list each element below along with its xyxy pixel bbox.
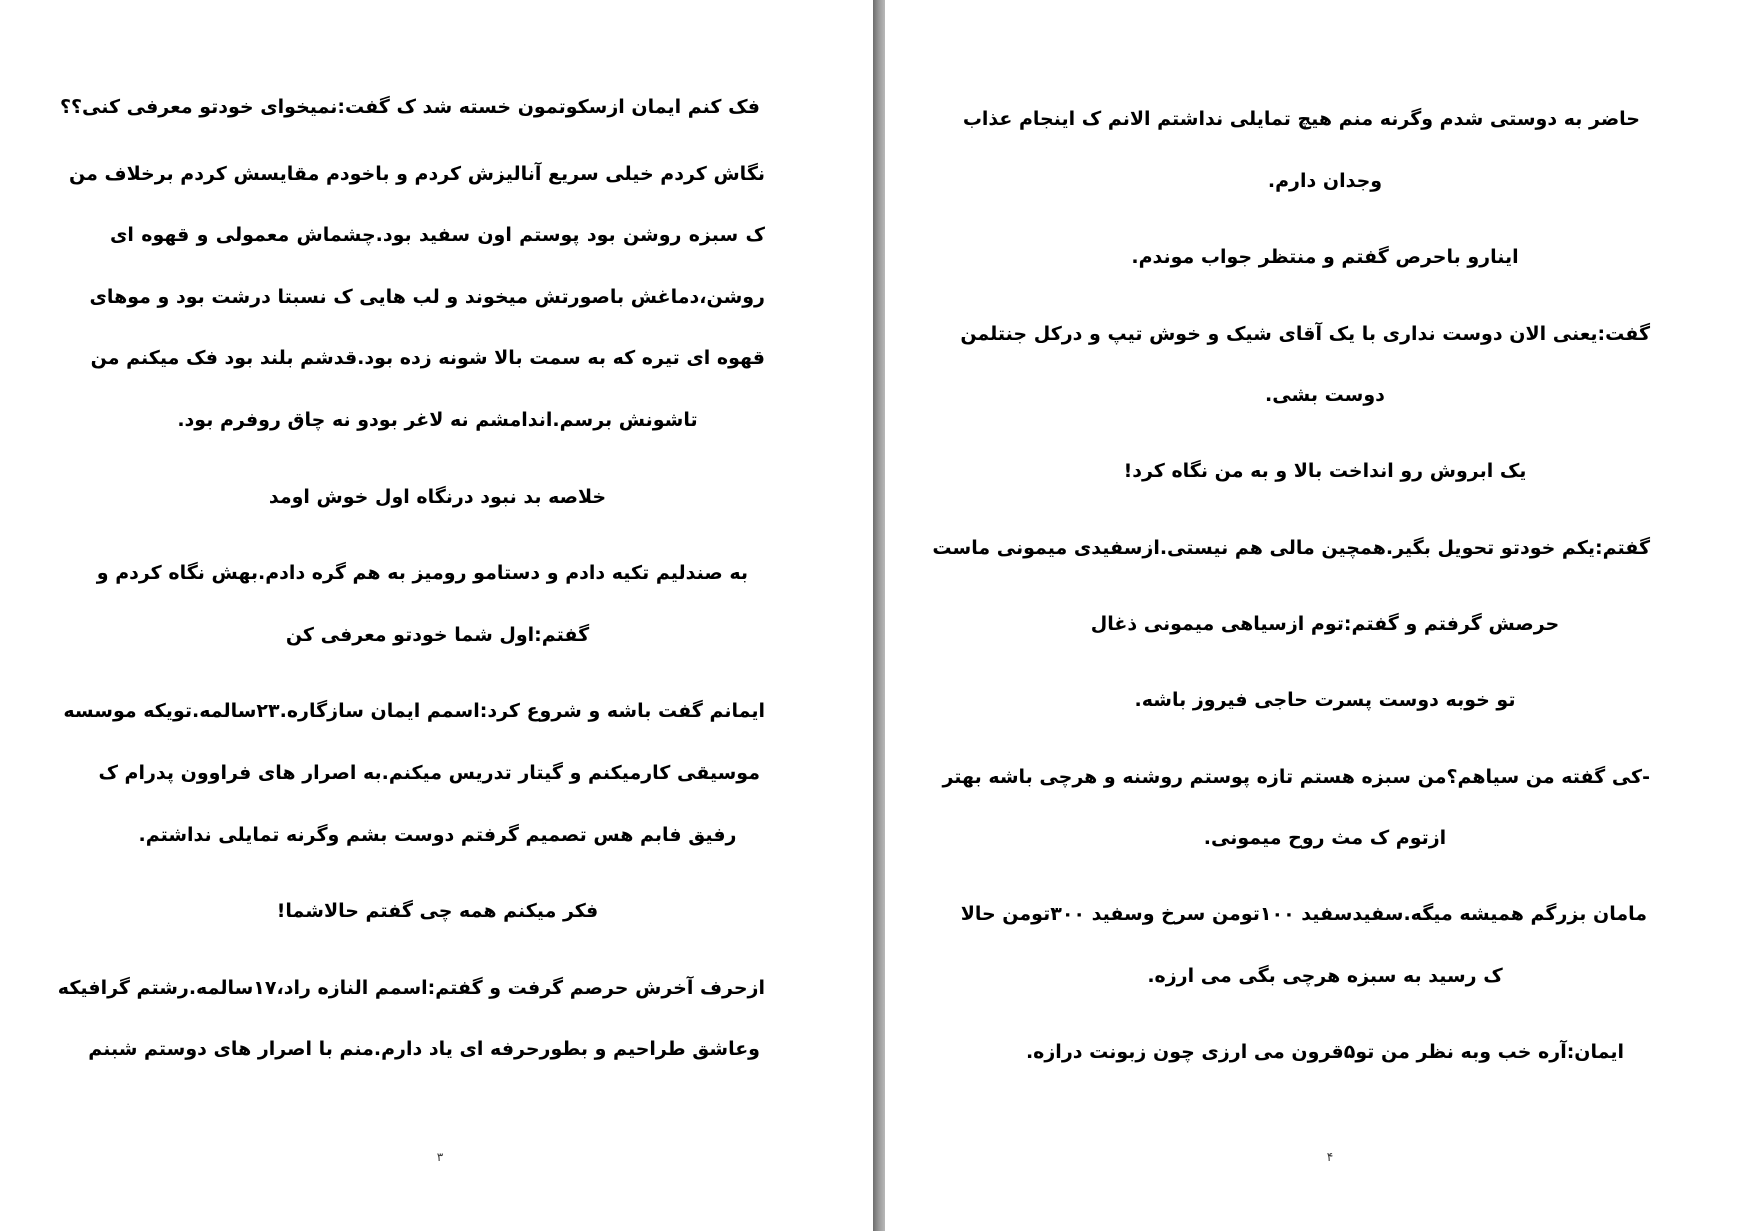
page-left-line: گفتم:اول شما خودتو معرفی کن	[285, 624, 590, 646]
page-left-line: فکر میکنم همه چی گفتم حالاشما!	[276, 900, 599, 922]
page-right-line: حاضر به دوستی شدم وگرنه منم هیچ تمایلی نداشتم الانم ک اینجام عذاب	[962, 108, 1640, 130]
page-left-line: روشن،دماغش باصورتش میخوند و لب هایی ک نسبتا درشت بود و موهای	[89, 286, 765, 308]
page-left-line: تاشونش برسم.اندامشم نه لاغر بودو نه چاق روفرم بود.	[177, 409, 698, 431]
page-right-line: یک ابروش رو انداخت بالا و به من نگاه کرد!	[1123, 460, 1527, 482]
page-number: ۳	[436, 1150, 444, 1164]
page-right-line: اینارو باحرص گفتم و منتظر جواب موندم.	[1131, 246, 1519, 268]
page-right-line: مامان بزرگم همیشه میگه.سفیدسفید ۱۰۰تومن سرخ وسفید ۳۰۰تومن حالا	[960, 903, 1647, 925]
page-left	[0, 0, 873, 1231]
page-right-line: تو خوبه دوست پسرت حاجی فیروز باشه.	[1134, 689, 1516, 711]
page-left-line: ایمانم گفت باشه و شروع کرد:اسمم ایمان سازگاره.۲۳سالمه.تویکه موسسه	[63, 700, 765, 722]
page-left-line: ازحرف آخرش حرصم گرفت و گفتم:اسمم النازه راد،۱۷سالمه.رشتم گرافیکه	[57, 977, 765, 999]
page-right-line: دوست بشی.	[1265, 384, 1385, 406]
page-left-line: خلاصه بد نبود درنگاه اول خوش اومد	[268, 486, 607, 508]
page-right	[885, 0, 1755, 1231]
page-left-line: به صندلیم تکیه دادم و دستامو رومیز به هم گره دادم.بهش نگاه کردم و	[96, 562, 748, 584]
page-right-line: ازتوم ک مث روح میمونی.	[1203, 827, 1447, 849]
page-left-line: ک سبزه روشن بود پوستم اون سفید بود.چشماش معمولی و قهوه ای	[110, 224, 765, 246]
page-right-line: -کی گفته من سیاهم؟من سبزه هستم تازه پوستم روشنه و هرچی باشه بهتر	[942, 766, 1650, 788]
page-left-line: وعاشق طراحیم و بطورحرفه ای یاد دارم.منم با اصرار های دوستم شبنم	[88, 1038, 760, 1060]
page-left-line: قهوه ای تیره که به سمت بالا شونه زده بود.قدشم بلند بود فک میکنم من	[90, 347, 765, 369]
page-left-line: نگاش کردم خیلی سریع آنالیزش کردم و باخودم مقایسش کردم برخلاف من	[69, 163, 765, 185]
page-divider	[873, 0, 885, 1231]
page-right-line: وجدان دارم.	[1267, 170, 1383, 192]
page-right-line: حرصش گرفتم و گفتم:توم ازسیاهی میمونی ذغال	[1090, 613, 1560, 635]
page-left-line: فک کنم ایمان ازسکوتمون خسته شد ک گفت:نمیخوای خودتو معرفی کنی؟؟	[59, 96, 760, 118]
page-right-line: ک رسید به سبزه هرچی بگی می ارزه.	[1147, 965, 1503, 987]
page-left-line: رفیق فابم هس تصمیم گرفتم دوست بشم وگرنه تمایلی نداشتم.	[138, 824, 737, 846]
page-right-line: گفتم:یکم خودتو تحویل بگیر.همچین مالی هم نیستی.ازسفیدی میمونی ماست	[932, 537, 1650, 559]
page-left-line: موسیقی کارمیکنم و گیتار تدریس میکنم.به اصرار های فراوون پدرام ک	[98, 762, 760, 784]
page-right-line: ایمان:آره خب وبه نظر من تو۵قرون می ارزی چون زبونت درازه.	[1025, 1041, 1625, 1063]
page-number: ۴	[1326, 1150, 1334, 1164]
page-right-line: گفت:یعنی الان دوست نداری با یک آقای شیک و خوش تیپ و درکل جنتلمن	[960, 323, 1650, 345]
